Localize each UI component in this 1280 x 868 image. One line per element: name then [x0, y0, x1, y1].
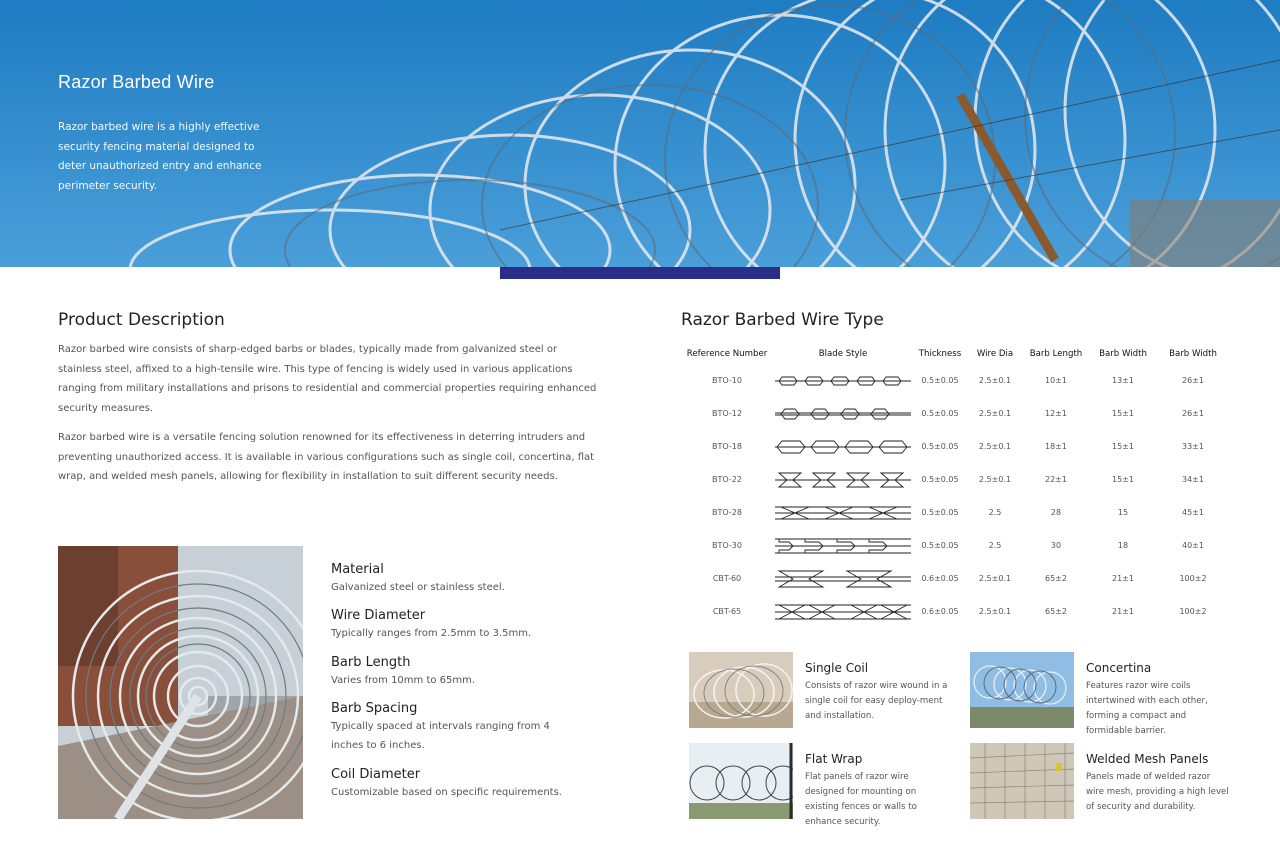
wire-type-table: [681, 344, 1229, 628]
cell-thickness: 0.5±0.05: [921, 475, 959, 484]
col-header-wire-dia: Wire Dia: [976, 349, 1014, 359]
cell-barb-width: 15±1: [1112, 442, 1134, 451]
table-row: [681, 364, 1229, 397]
config-card-flat-wrap: [689, 743, 949, 827]
cell-barb-width-2: 100±2: [1179, 574, 1207, 583]
cbt-60-blade-icon: [773, 562, 913, 595]
bto-12-blade-icon: [773, 397, 913, 430]
cell-ref: CBT-65: [712, 607, 742, 616]
cell-barb-length: 12±1: [1045, 409, 1067, 418]
config-description: Flat panels of razor wire designed for mounting on existing fences or walls to enhance security.: [805, 772, 917, 827]
col-header-barb-length: Barb Length: [1029, 349, 1083, 359]
table-row: [681, 529, 1229, 562]
spec-value: Typically ranges from 2.5mm to 3.5mm.: [331, 628, 532, 639]
config-description: Panels made of welded razor wire mesh, providing a high level of security and durability.: [1086, 772, 1229, 812]
cell-thickness: 0.5±0.05: [921, 376, 959, 385]
cell-barb-width-2: 40±1: [1182, 541, 1204, 550]
cell-barb-length: 65±2: [1045, 607, 1067, 616]
table-row: [681, 496, 1229, 529]
col-header-blade-style: Blade Style: [818, 349, 868, 359]
cell-ref: BTO-18: [712, 442, 742, 451]
product-description-paragraph: Razor barbed wire is a versatile fencing solution renowned for its effectiveness in deterring intruders and preventing unauthorized access. It is available in various configurations such as single coil, concertina, flat wrap, and welded mesh panels, allowing for flexibility in installation to suit different security needs.: [58, 432, 595, 482]
spec-name: Barb Length: [331, 655, 411, 670]
razor-coil-photo: [58, 546, 303, 819]
cell-thickness: 0.6±0.05: [921, 607, 959, 616]
spec-material: [331, 562, 591, 597]
cell-ref: BTO-22: [712, 475, 742, 484]
cell-barb-length: 65±2: [1045, 574, 1067, 583]
cell-wire-dia: 2.5±0.1: [978, 475, 1012, 484]
config-card-single-coil: [689, 652, 949, 732]
cell-barb-width-2: 45±1: [1182, 508, 1204, 517]
cell-thickness: 0.6±0.05: [921, 574, 959, 583]
hero-title: Razor Barbed Wire: [58, 72, 215, 92]
bto-18-blade-icon: [773, 430, 913, 463]
hero-description: Razor barbed wire is a highly effective security fencing material designed to deter unauthorized entry and enhance perimeter security.: [58, 121, 262, 192]
cell-wire-dia: 2.5±0.1: [978, 574, 1012, 583]
config-title: Single Coil: [805, 661, 869, 675]
cell-barb-width-2: 34±1: [1182, 475, 1204, 484]
config-description: Consists of razor wire wound in a single coil for easy deploy-ment and installation.: [805, 681, 948, 721]
cell-thickness: 0.5±0.05: [921, 508, 959, 517]
cell-barb-length: 18±1: [1045, 442, 1067, 451]
cell-barb-width: 13±1: [1112, 376, 1134, 385]
cell-thickness: 0.5±0.05: [921, 541, 959, 550]
col-header-barb-width: Barb Width: [1099, 349, 1147, 359]
cell-wire-dia: 2.5±0.1: [978, 442, 1012, 451]
cell-wire-dia: 2.5±0.1: [978, 607, 1012, 616]
table-row: [681, 430, 1229, 463]
config-title: Flat Wrap: [805, 752, 863, 766]
cell-ref: BTO-12: [712, 409, 742, 418]
spec-name: Barb Spacing: [331, 701, 418, 716]
cell-barb-width: 15±1: [1112, 409, 1134, 418]
table-row: [681, 397, 1229, 430]
hero-banner: [0, 0, 1280, 267]
cell-wire-dia: 2.5±0.1: [978, 376, 1012, 385]
product-description-title: Product Description: [58, 310, 225, 330]
single-coil-photo: [689, 652, 793, 728]
config-title: Welded Mesh Panels: [1086, 752, 1209, 766]
cell-barb-width: 15±1: [1112, 475, 1134, 484]
table-row: [681, 463, 1229, 496]
cell-barb-width: 18: [1117, 541, 1129, 550]
cell-ref: BTO-10: [712, 376, 742, 385]
cell-barb-length: 22±1: [1045, 475, 1067, 484]
cbt-65-blade-icon: [773, 595, 913, 628]
cell-thickness: 0.5±0.05: [921, 442, 959, 451]
spec-name: Coil Diameter: [331, 767, 421, 782]
product-description-paragraph: Razor barbed wire consists of sharp-edged barbs or blades, typically made from galvanized steel or stainless steel, affixed to a high-tensile wire. This type of fencing is widely used in various applications ranging from military installations and prisons to residential and commercial properties requiring enhanced security measures.: [58, 344, 597, 414]
cell-barb-width: 15: [1117, 508, 1129, 517]
config-title: Concertina: [1086, 661, 1152, 675]
cell-thickness: 0.5±0.05: [921, 409, 959, 418]
config-card-concertina: [970, 652, 1230, 736]
col-header-barb-width-2: Barb Width: [1169, 349, 1217, 359]
cell-wire-dia: 2.5: [988, 541, 1002, 550]
bto-10-blade-icon: [773, 364, 913, 397]
accent-bar: [500, 267, 780, 279]
table-row: [681, 562, 1229, 595]
cell-ref: BTO-28: [712, 508, 742, 517]
cell-barb-width-2: 26±1: [1182, 376, 1204, 385]
bto-30-blade-icon: [773, 529, 913, 562]
col-header-reference: Reference Number: [686, 349, 768, 359]
cell-barb-width-2: 33±1: [1182, 442, 1204, 451]
wire-type-title: Razor Barbed Wire Type: [681, 310, 884, 330]
concertina-photo: [970, 652, 1074, 728]
spec-value: Customizable based on specific requirements.: [331, 787, 562, 798]
spec-barb-spacing: [331, 701, 561, 755]
table-row: [681, 595, 1229, 628]
cell-wire-dia: 2.5±0.1: [978, 409, 1012, 418]
spec-value: Varies from 10mm to 65mm.: [331, 675, 476, 686]
config-description: Features razor wire coils intertwined with each other, forming a compact and formidable barrier.: [1086, 681, 1208, 736]
config-card-welded-mesh: [970, 743, 1230, 823]
spec-name: Wire Diameter: [331, 608, 426, 623]
cell-barb-width: 21±1: [1112, 574, 1134, 583]
spec-coil-diameter: [331, 767, 591, 802]
spec-value: Typically spaced at intervals ranging from 4 inches to 6 inches.: [331, 721, 550, 751]
cell-barb-width-2: 26±1: [1182, 409, 1204, 418]
bto-28-blade-icon: [773, 496, 913, 529]
spec-wire-diameter: [331, 608, 591, 643]
spec-barb-length: [331, 655, 591, 690]
cell-ref: CBT-60: [712, 574, 742, 583]
col-header-thickness: Thickness: [918, 349, 962, 359]
spec-name: Material: [331, 562, 384, 577]
cell-barb-length: 10±1: [1045, 376, 1067, 385]
cell-barb-width: 21±1: [1112, 607, 1134, 616]
cell-barb-width-2: 100±2: [1179, 607, 1207, 616]
cell-wire-dia: 2.5: [988, 508, 1002, 517]
cell-barb-length: 30: [1050, 541, 1062, 550]
cell-ref: BTO-30: [712, 541, 742, 550]
table-header-row: [681, 344, 1229, 364]
flat-wrap-photo: [689, 743, 793, 819]
welded-mesh-photo: [970, 743, 1074, 819]
bto-22-blade-icon: [773, 463, 913, 496]
spec-value: Galvanized steel or stainless steel.: [331, 582, 505, 593]
cell-barb-length: 28: [1050, 508, 1062, 517]
